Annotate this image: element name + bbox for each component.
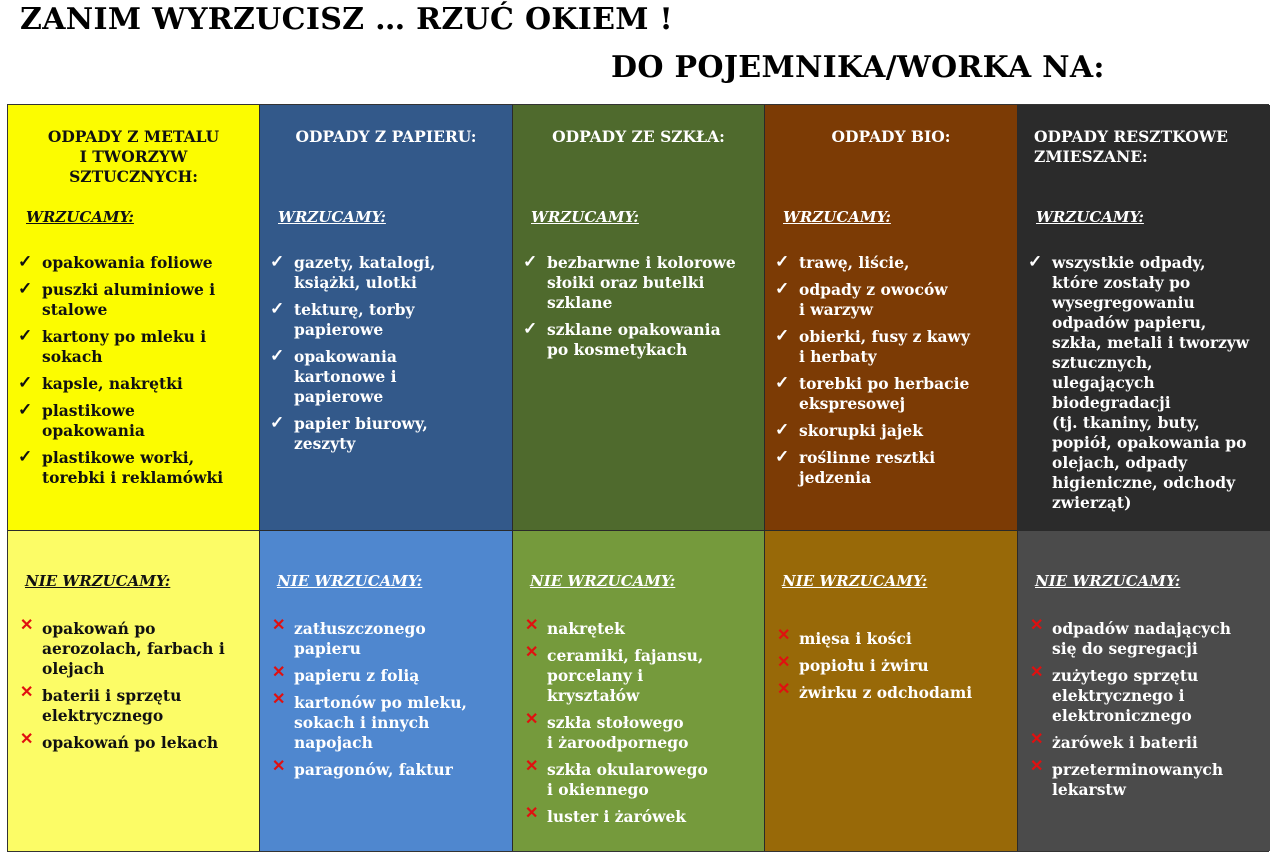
allowed-list (1028, 253, 1266, 520)
list-item-text: kartonów po mleku, sokach i innych napojach (294, 693, 467, 752)
list-item (523, 803, 760, 827)
cross-icon: ✕ (525, 615, 539, 634)
list-item-text: zatłuszczonego papieru (294, 619, 426, 658)
list-item-text: plastikowe opakowania (42, 401, 145, 440)
cross-icon: ✕ (777, 679, 791, 698)
bio-yes-cell (765, 105, 1018, 531)
cross-icon: ✕ (525, 756, 539, 775)
check-icon: ✓ (270, 299, 285, 319)
check-icon: ✓ (18, 252, 33, 272)
list-item (775, 448, 1013, 488)
no-label: NIE WRZUCAMY: (530, 572, 676, 590)
list-item-text: roślinne resztki jedzenia (799, 448, 936, 487)
forbidden-list (775, 625, 1013, 710)
list-item-text: popiołu i żwiru (799, 656, 929, 675)
list-item-text: opakowań po lekach (42, 733, 219, 752)
list-item (18, 729, 255, 753)
yes-label: WRZUCAMY: (531, 208, 639, 226)
list-item-text: zużytego sprzętu elektrycznego i elektronicznego (1052, 666, 1199, 725)
allowed-list (18, 253, 255, 495)
no-label: NIE WRZUCAMY: (782, 572, 928, 590)
list-item-text: papier biurowy, zeszyty (294, 414, 428, 453)
list-item (270, 615, 508, 659)
column-header: ODPADY ZE SZKŁA: (552, 127, 725, 146)
paper-no-cell (260, 531, 513, 851)
cross-icon: ✕ (777, 652, 791, 671)
cross-icon: ✕ (1030, 756, 1044, 775)
list-item (1028, 662, 1266, 726)
list-item-text: nakrętek (547, 619, 625, 638)
check-icon: ✓ (18, 400, 33, 420)
list-item (270, 689, 508, 753)
check-icon: ✓ (523, 252, 538, 272)
list-item-text: bezbarwne i kolorowe słoiki oraz butelki szklane (547, 253, 736, 312)
cross-icon: ✕ (1030, 662, 1044, 681)
allowed-list (523, 253, 760, 367)
list-item-text: gazety, katalogi, książki, ulotki (294, 253, 436, 292)
list-item (270, 253, 508, 293)
glass-no-cell (513, 531, 765, 851)
list-item-text: szkła okularowego i okiennego (547, 760, 708, 799)
yes-label: WRZUCAMY: (278, 208, 386, 226)
cross-icon: ✕ (777, 625, 791, 644)
check-icon: ✓ (523, 319, 538, 339)
check-icon: ✓ (18, 326, 33, 346)
metal-plastic-no-cell (8, 531, 260, 851)
list-item (523, 253, 760, 313)
list-item (775, 625, 1013, 649)
list-item (775, 652, 1013, 676)
list-item-text: odpadów nadających się do segregacji (1052, 619, 1231, 658)
list-item-text: żarówek i baterii (1052, 733, 1198, 752)
forbidden-list (270, 615, 508, 787)
cross-icon: ✕ (20, 729, 34, 748)
list-item (775, 327, 1013, 367)
list-item-text: trawę, liście, (799, 253, 910, 272)
allowed-list (775, 253, 1013, 495)
waste-table (7, 104, 1269, 852)
bio-no-cell (765, 531, 1018, 851)
list-item (1028, 253, 1266, 513)
list-item (775, 253, 1013, 273)
allowed-list (270, 253, 508, 461)
list-item-text: żwirku z odchodami (799, 683, 973, 702)
check-icon: ✓ (775, 279, 790, 299)
cross-icon: ✕ (272, 689, 286, 708)
list-item-text: szklane opakowania po kosmetykach (547, 320, 721, 359)
list-item (1028, 729, 1266, 753)
cross-icon: ✕ (20, 615, 34, 634)
list-item-text: puszki aluminiowe i stalowe (42, 280, 216, 319)
list-item (523, 756, 760, 800)
list-item-text: luster i żarówek (547, 807, 687, 826)
list-item (775, 280, 1013, 320)
list-item-text: przeterminowanych lekarstw (1052, 760, 1224, 799)
mixed-yes-cell (1018, 105, 1270, 531)
list-item (18, 615, 255, 679)
no-label: NIE WRZUCAMY: (277, 572, 423, 590)
list-item (18, 448, 255, 488)
list-item (18, 374, 255, 394)
list-item-text: kapsle, nakrętki (42, 374, 183, 393)
cross-icon: ✕ (525, 709, 539, 728)
cross-icon: ✕ (1030, 615, 1044, 634)
list-item-text: opakowania foliowe (42, 253, 213, 272)
list-item (523, 709, 760, 753)
page-title: ZANIM WYRZUCISZ … RZUĆ OKIEM ! (20, 2, 673, 37)
cross-icon: ✕ (1030, 729, 1044, 748)
check-icon: ✓ (775, 252, 790, 272)
list-item (1028, 756, 1266, 800)
list-item (523, 615, 760, 639)
no-label: NIE WRZUCAMY: (1035, 572, 1181, 590)
check-icon: ✓ (270, 413, 285, 433)
cross-icon: ✕ (525, 803, 539, 822)
list-item (18, 280, 255, 320)
yes-label: WRZUCAMY: (783, 208, 891, 226)
column-header: ODPADY RESZTKOWE ZMIESZANE: (1034, 127, 1228, 166)
check-icon: ✓ (775, 447, 790, 467)
list-item-text: kartony po mleku i sokach (42, 327, 207, 366)
column-header: ODPADY Z METALU I TWORZYW SZTUCZNYCH: (47, 127, 220, 186)
cross-icon: ✕ (272, 615, 286, 634)
mixed-no-cell (1018, 531, 1270, 851)
list-item-text: baterii i sprzętu elektrycznego (42, 686, 182, 725)
list-item (775, 679, 1013, 703)
list-item-text: skorupki jajek (799, 421, 923, 440)
cross-icon: ✕ (272, 756, 286, 775)
check-icon: ✓ (775, 373, 790, 393)
yes-label: WRZUCAMY: (26, 208, 134, 226)
list-item-text: ceramiki, fajansu, porcelany i kryształów (547, 646, 704, 705)
forbidden-list (523, 615, 760, 834)
check-icon: ✓ (1028, 252, 1043, 272)
paper-yes-cell (260, 105, 513, 531)
no-label: NIE WRZUCAMY: (25, 572, 171, 590)
page-subtitle: DO POJEMNIKA/WORKA NA: (611, 50, 1105, 85)
check-icon: ✓ (18, 279, 33, 299)
list-item (270, 662, 508, 686)
list-item-text: szkła stołowego i żaroodpornego (547, 713, 689, 752)
list-item (270, 756, 508, 780)
cross-icon: ✕ (525, 642, 539, 661)
list-item (523, 320, 760, 360)
list-item-text: odpady z owoców i warzyw (799, 280, 948, 319)
list-item (775, 421, 1013, 441)
check-icon: ✓ (270, 252, 285, 272)
cross-icon: ✕ (20, 682, 34, 701)
list-item (523, 642, 760, 706)
metal-plastic-yes-cell (8, 105, 260, 531)
glass-yes-cell (513, 105, 765, 531)
list-item-text: mięsa i kości (799, 629, 912, 648)
list-item (18, 253, 255, 273)
list-item-text: tekturę, torby papierowe (294, 300, 415, 339)
list-item (18, 327, 255, 367)
list-item (1028, 615, 1266, 659)
list-item-text: papieru z folią (294, 666, 420, 685)
list-item (270, 300, 508, 340)
list-item-text: obierki, fusy z kawy i herbaty (799, 327, 970, 366)
list-item-text: wszystkie odpady, które zostały po wysegregowaniu odpadów papieru, szkła, metali i tworzyw sztucznych, ulegających biodegradacji (tj. tkaniny, buty, popiół, opakowania po olejach, odpady higieniczne, odchody zwierząt) (1052, 253, 1250, 512)
check-icon: ✓ (18, 447, 33, 467)
list-item-text: torebki po herbacie ekspresowej (799, 374, 970, 413)
yes-label: WRZUCAMY: (1036, 208, 1144, 226)
column-header: ODPADY Z PAPIERU: (295, 127, 477, 146)
list-item (270, 414, 508, 454)
list-item-text: opakowań po aerozolach, farbach i olejach (42, 619, 225, 678)
column-header: ODPADY BIO: (831, 127, 951, 146)
list-item (270, 347, 508, 407)
list-item-text: opakowania kartonowe i papierowe (294, 347, 397, 406)
list-item (775, 374, 1013, 414)
check-icon: ✓ (270, 346, 285, 366)
list-item (18, 682, 255, 726)
list-item-text: plastikowe worki, torebki i reklamówki (42, 448, 224, 487)
forbidden-list (1028, 615, 1266, 807)
check-icon: ✓ (775, 420, 790, 440)
list-item (18, 401, 255, 441)
check-icon: ✓ (775, 326, 790, 346)
list-item-text: paragonów, faktur (294, 760, 453, 779)
forbidden-list (18, 615, 255, 760)
cross-icon: ✕ (272, 662, 286, 681)
check-icon: ✓ (18, 373, 33, 393)
